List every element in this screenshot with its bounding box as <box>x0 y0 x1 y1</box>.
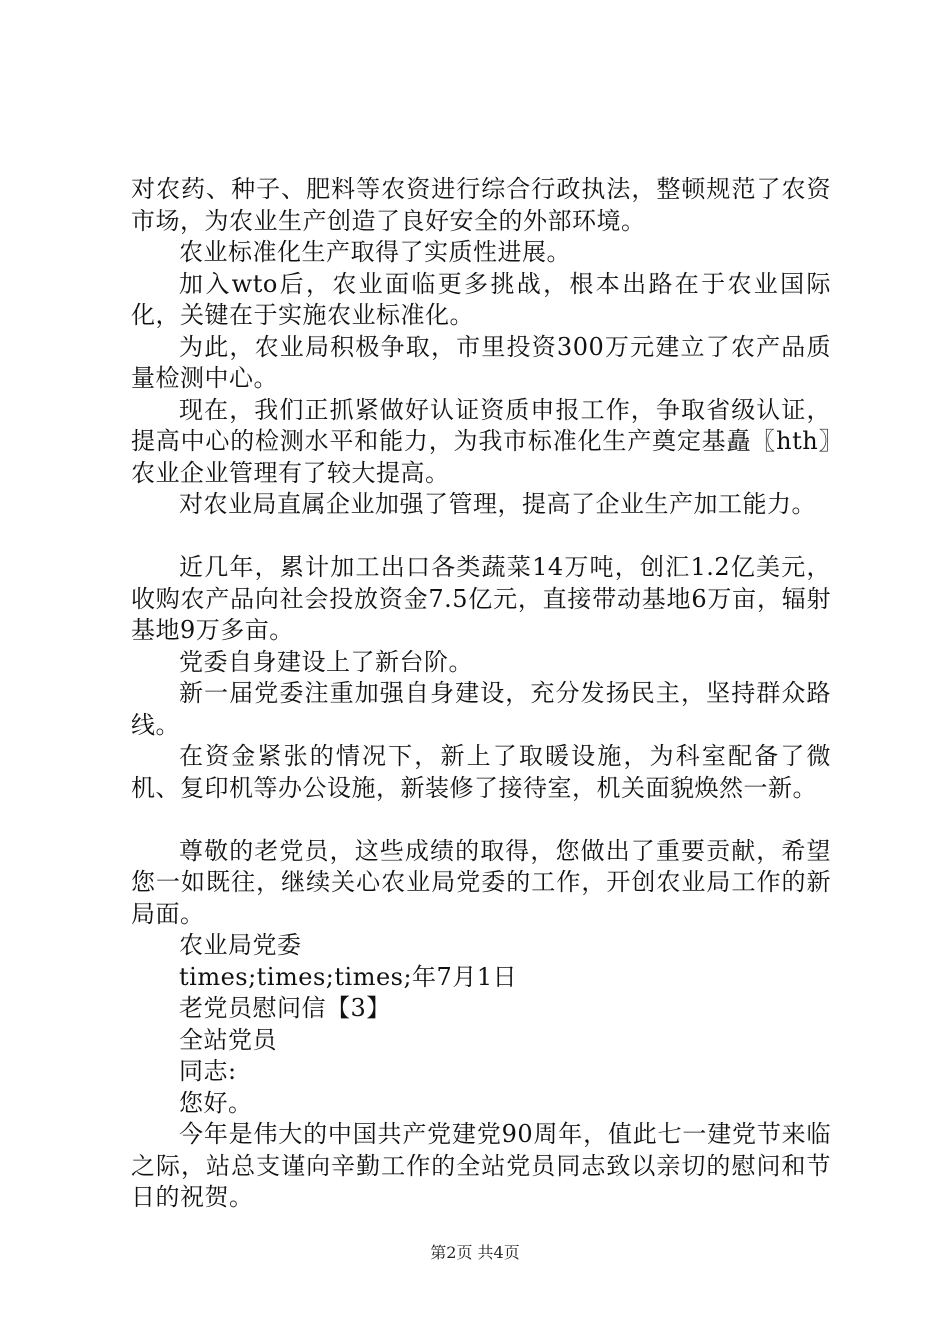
paragraph: 党委自身建设上了新台阶。 <box>179 647 473 676</box>
paragraph: 对农业局直属企业加强了管理，提高了企业生产加工能力。 <box>179 490 816 518</box>
page-number-label: 第2页 共4页 <box>430 1243 520 1262</box>
signature-date: times;times;times;年7月1日 <box>179 962 518 991</box>
paragraph-gap <box>131 804 831 836</box>
document-body <box>131 174 831 1214</box>
paragraph: 为此，农业局积极争取，市里投资300万元建立了农产品质量检测中心。 <box>131 332 831 392</box>
paragraph: 尊敬的老党员，这些成绩的取得，您做出了重要贡献，希望您一如既往，继续关心农业局党委的工作，开创农业局工作的新局面。 <box>131 836 831 928</box>
paragraph: 现在，我们正抓紧做好认证资质申报工作，争取省级认证，提高中心的检测水平和能力，为我市标准化生产奠定基矗〖hth〗农业企业管理有了较大提高。 <box>131 395 831 487</box>
paragraph: 农业标准化生产取得了实质性进展。 <box>179 238 571 266</box>
paragraph-gap <box>131 521 831 553</box>
paragraph: 今年是伟大的中国共产党建党90周年，值此七一建党节来临之际，站总支谨向辛勤工作的全站党员同志致以亲切的慰问和节日的祝贺。 <box>131 1120 831 1211</box>
paragraph: 在资金紧张的情况下，新上了取暖设施，为科室配备了微机、复印机等办公设施，新装修了接待室，机关面貌焕然一新。 <box>131 742 831 802</box>
section-title: 老党员慰问信【3】 <box>179 994 391 1022</box>
page-footer <box>0 1243 950 1263</box>
signature-org: 农业局党委 <box>179 931 302 959</box>
paragraph: 对农药、种子、肥料等农资进行综合行政执法，整顿规范了农资市场，为农业生产创造了良好安全的外部环境。 <box>131 175 831 235</box>
greeting: 您好。 <box>179 1088 253 1117</box>
paragraph: 新一届党委注重加强自身建设，充分发扬民主，坚持群众路线。 <box>131 679 831 739</box>
paragraph: 近几年，累计加工出口各类蔬菜14万吨，创汇1.2亿美元，收购农产品向社会投放资金7.5亿元，直接带动基地6万亩，辐射基地9万多亩。 <box>131 553 831 644</box>
salutation-recipient: 全站党员 <box>179 1025 277 1054</box>
salutation: 同志: <box>179 1057 237 1085</box>
paragraph: 加入wto后，农业面临更多挑战，根本出路在于农业国际化，关键在于实施农业标准化。 <box>131 269 831 329</box>
